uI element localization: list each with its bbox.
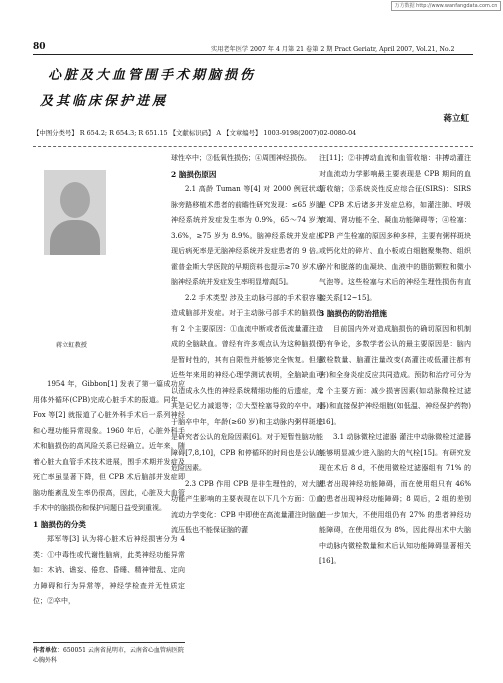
section-heading: 2 脑损伤原因: [171, 169, 217, 179]
paragraph: 球性卒中；③低氧性损伤；④周围神经损伤。: [171, 154, 311, 162]
text-column-3: [319, 151, 471, 570]
paragraph: 2.3 CPB 作用 CPB 是非生理性的，对大脑功能产生影响的主要表现在以下几个方面：①血流动力学变化：CPB 中即使在高流量灌注时脑血流压低也不能保证脑的灌: [171, 479, 323, 534]
page-number: 80: [33, 42, 46, 52]
paragraph: 1954 年，Gibbon[1] 发表了第一篇成功应用体外循环(CPB)完成心脏手术的报道。同年，Fox 等[2] 就报道了心脏外科手术后一系列神经和心理功能异常现象。1960 年后，心脏外科手术和脑损伤的高风险关系已经确立。近年来，随着心脏大血管手术技术进展，围手术期并发症及死亡率虽显著下降，但 CPB 术后脑部并发症即脑功能紊乱发生率仍很高，因此，心脏及大血管手术中的脑损伤和保护问题日益受到重视。: [33, 380, 185, 512]
footnote: [33, 642, 185, 666]
header-rule: [33, 54, 473, 55]
watermark-stamp: 万方数据 http://www.wanfangdata.com.cn: [391, 1, 501, 11]
author-name: 蒋立虹: [443, 114, 469, 124]
photo-caption: 蒋立虹教授: [56, 342, 87, 349]
footnote-text: ：650051 云南省昆明市，云南省心血管病医院心胸外科: [33, 647, 184, 664]
paragraph: 3.1 动脉微栓过滤器 灌注中动脉微栓过滤器能够明显减少进入脑的大的气栓[15]。有研究发现在术后 8 d，不使用微栓过滤器组有 71% 的患者出现神经功能障碍，而在使用组只有 46% 的患者出现神经功能障碍；8 周后，2 组的差别进一步加大，不使用组仍有 27% 的患者神经功能障碍，在使用组仅为 8%，因此得出术中大脑中动脉内微栓数量和术后认知功能障碍显著相关[16]。: [319, 433, 471, 565]
paragraph: 2.2 手术类型 涉及主动脉弓部的手术很容易造成脑部并发症。对于主动脉弓部手术的脑损伤有 2 个主要原因：①血流中断或者低流量灌注造成的全脑缺血。曾经有许多观点认为这种脑损伤是暂时性的，其有自限性并能够完全恢复。但是近些年来用的神经心理学测试表明，全脑缺血可以造成永久性的神经系统精细功能的后遗症，尤其是记忆力减退等；②大型栓塞导致的卒中。对于脑卒中年，年龄(≥60 岁)和主动脉内粥样斑块是研究者公认的危险因素[6]。对于短暂性脑功能障碍[7,8,10]，CPB 和停循环的时间也是公认的危险因素。: [171, 293, 323, 472]
paragraph: 目前国内外对造成脑损伤的确切原因和机制仍有争论，多数学者公认的最主要原因是：脑内微栓数量、脑灌注量改变(高灌注或低灌注都有害)和全身炎症反应共同造成。预防和治疗可分为 2 个主要方面：减少损害因素(如动脉微栓过滤器)和直接保护神经细胞(如低温、神经保护药物)[16]。: [319, 324, 471, 426]
journal-header: 实用老年医学 2007 年 4 月第 21 卷第 2 期 Pract Geriatr, April 2007, Vol.21, No.2: [211, 46, 455, 53]
section-heading: 1 脑损伤的分类: [33, 519, 86, 529]
section-heading: 3 脑损伤的防治措施: [319, 309, 387, 318]
paragraph: 2.1 高龄 Tuman 等[4] 对 2000 例冠状动脉旁路移植术患者的前瞻性研究发现：≤65 岁脑神经系统并发症发生率为 0.9%，65～74 岁为 3.6%，≥75 岁为 8.9%。脑神经系统并发症出现后病死率是无脑神经系统并发症患者的 9 倍。霍普金斯大学医院的早期资料也提示≥70 岁术后脑神经系统并发症发生率明显增高[5]。: [171, 185, 323, 286]
article-title-line-1: 心脏及大血管围手术期脑损伤: [48, 68, 257, 83]
author-photo: [44, 170, 106, 255]
text-column-2: [171, 151, 323, 539]
separator-dashed: [33, 146, 473, 147]
paragraph: 郑军等[3] 认为将心脏术后神经损害分为 4 类：①中毒性或代谢性脑病，此类神经功能异常如：木讷、谵妄、倦怠、昏睡、精神错乱、定向力障碍和行为异常等，神经学检查并无性质定位；②卒中，: [33, 535, 185, 605]
footnote-label: 作者单位: [33, 647, 58, 654]
classification-line: 【中图分类号】 R 654.2; R 654.3; R 651.15 【文献标识码】 A 【文章编号】 1003-9198(2007)02-0080-04: [33, 129, 357, 137]
article-title-line-2: 及其临床保护进展: [40, 94, 169, 109]
text-column-1: [33, 377, 185, 610]
paragraph: 注[11]；②非搏动血流和血管收缩：非搏动灌注对血流动力学影响最主要表现是 CPB 期间的血管收缩；③系统炎性反应综合征(SIRS)：SIRS 是 CPB 术后诸多并发症总称，如灌注肺、呼吸衰竭、肾功能不全、凝血功能障碍等；④栓塞：CPB 产生栓塞的原因多种多样，主要有粥样斑块或钙化灶的碎片、血小板或白细胞聚集物、组织碎片和脱落的血凝块、血液中的脂肪颗粒和微小气泡等。这些栓塞与术后的神经生理性损伤有直接关系[12~15]。: [319, 154, 471, 302]
